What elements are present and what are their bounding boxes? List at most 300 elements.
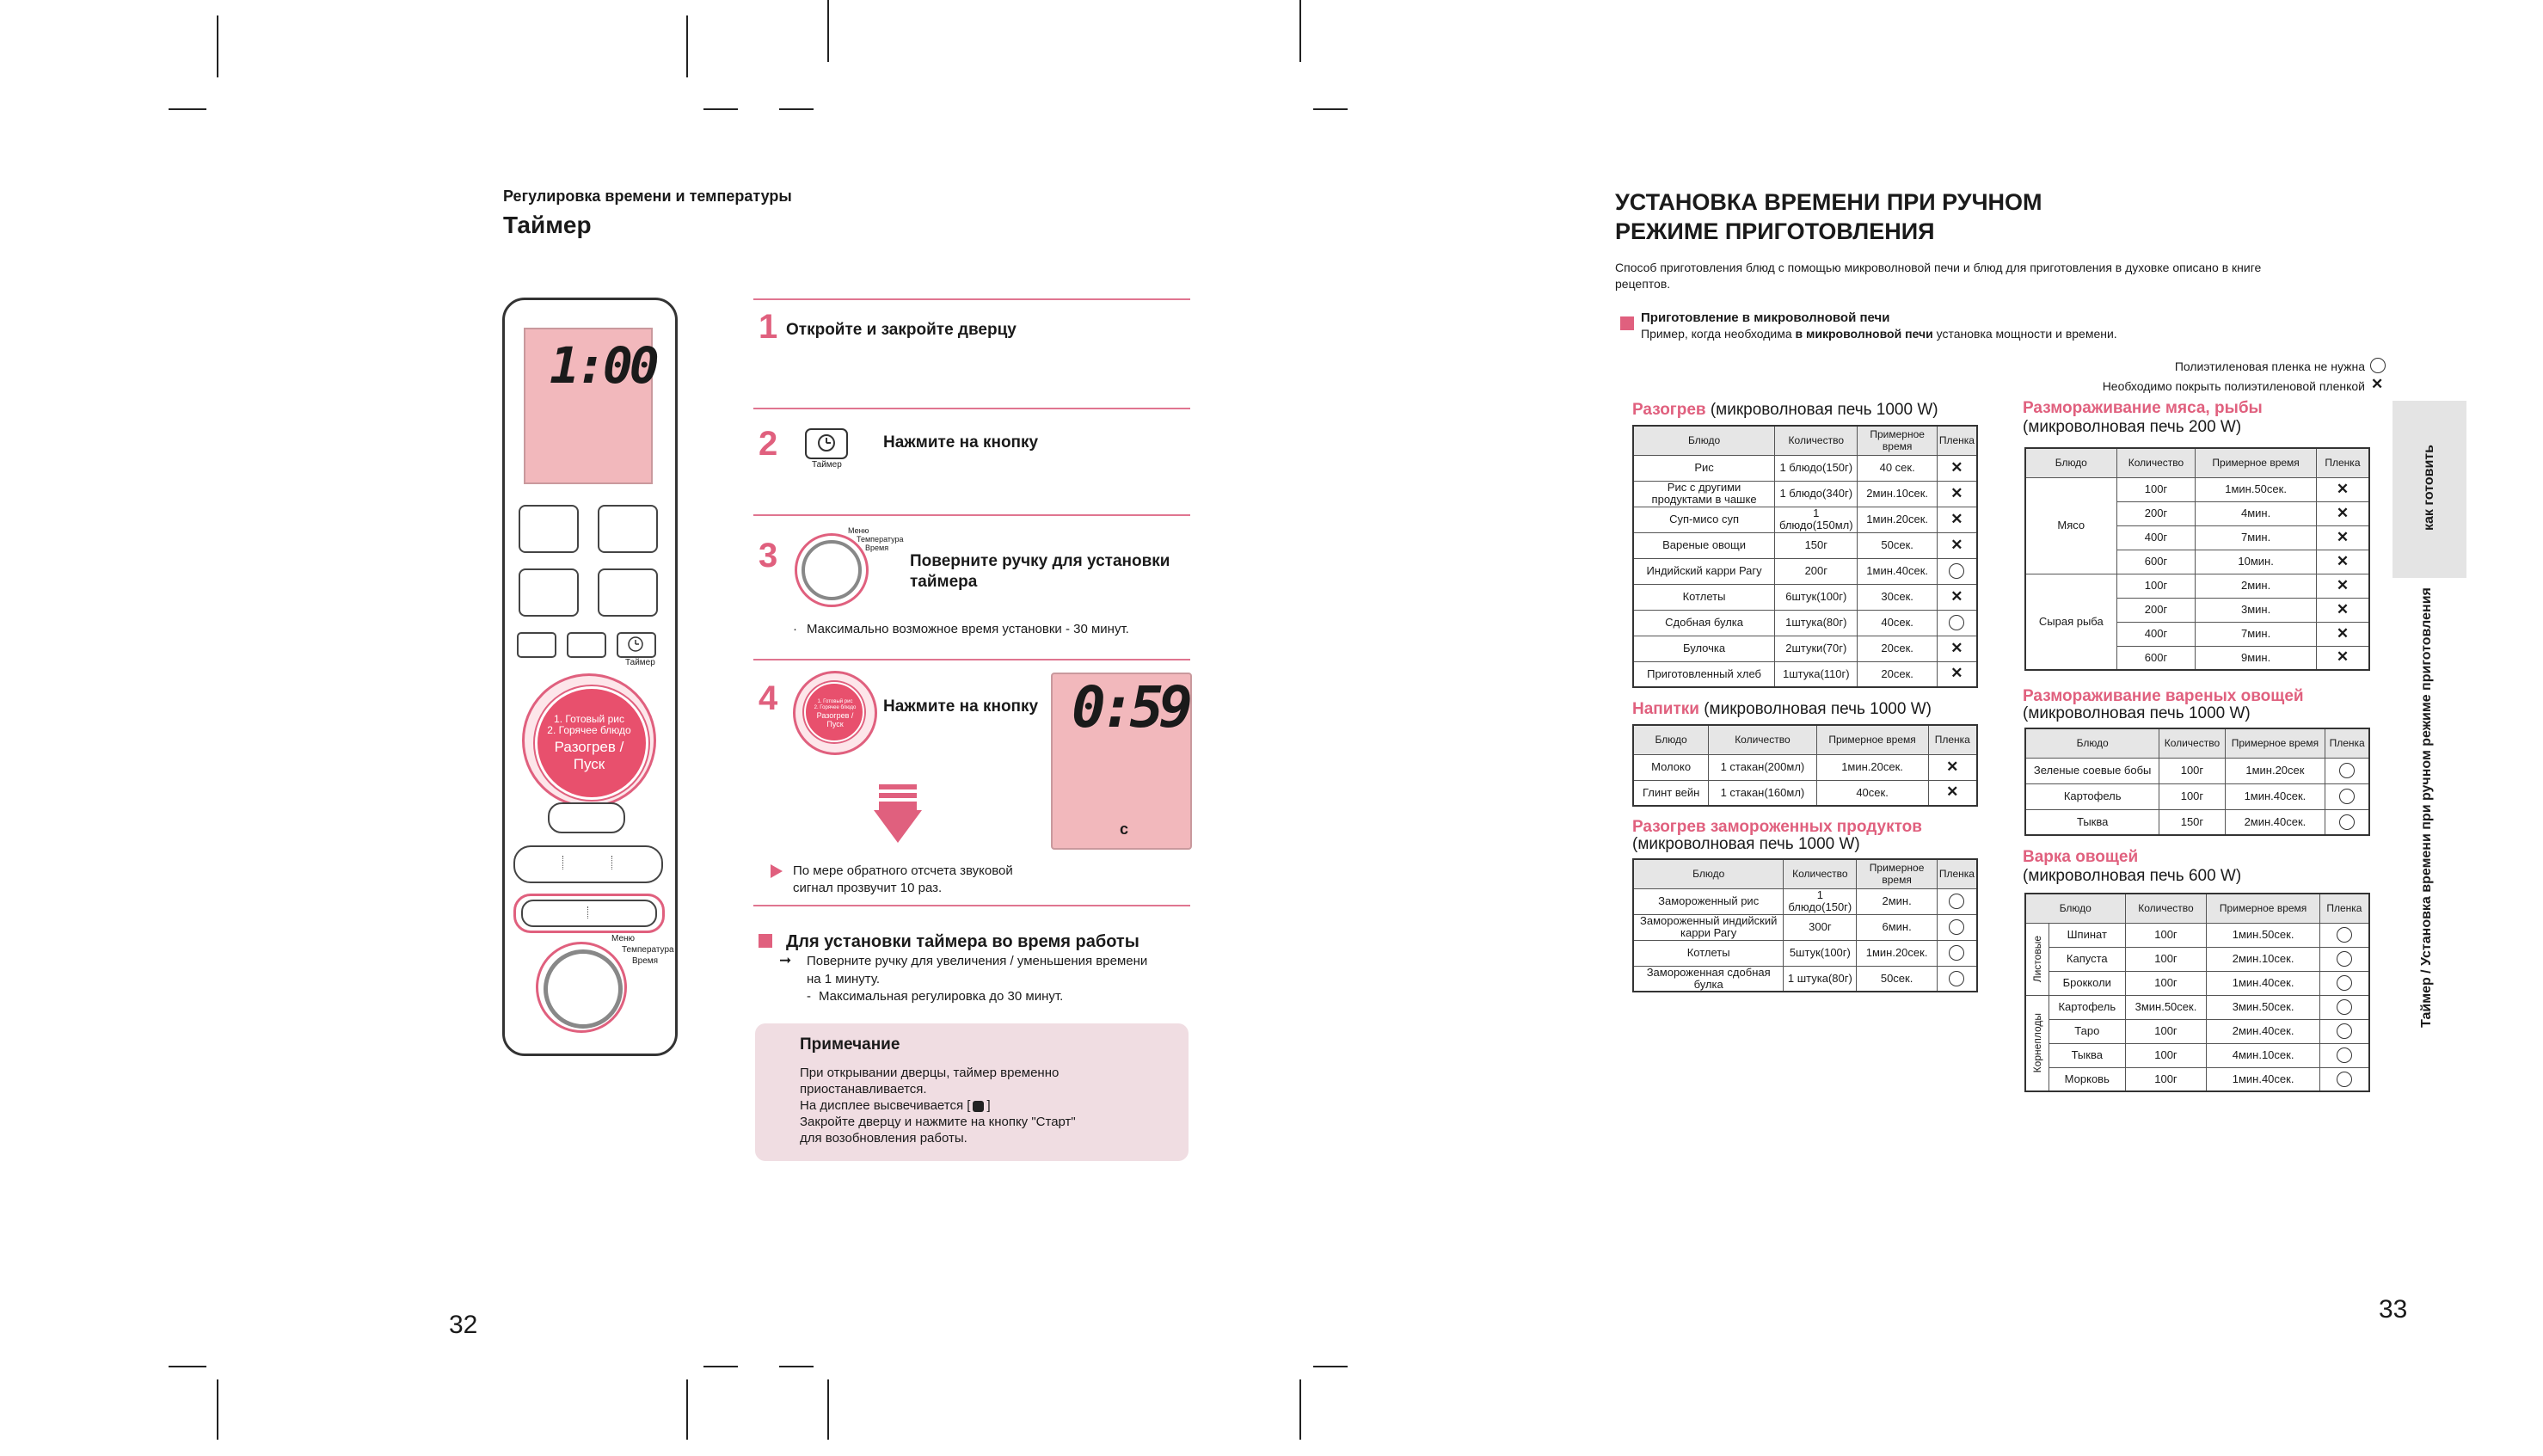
step-text: Поверните ручку для установки	[910, 552, 1170, 570]
col-header: Примерное время	[1816, 725, 1928, 754]
table-row	[1633, 558, 1977, 584]
intro-text: Способ приготовления блюд с помощью микроволновой печи и блюд для приготовления в духовке описано в книге	[1615, 261, 2262, 274]
dish-cell: Картофель	[2025, 783, 2159, 809]
cross-icon: ✕	[1950, 639, 1963, 656]
time-cell: 1мин.20сек.	[1858, 507, 1937, 532]
section-subtitle: Регулировка времени и температуры	[503, 187, 792, 205]
note-line: для возобновления работы.	[800, 1131, 967, 1146]
table-row	[1633, 532, 1977, 558]
section-title-pink: Размораживание вареных овощей	[2023, 687, 2304, 705]
time-cell: 1мин.20сек.	[1816, 754, 1928, 780]
dish-cell: Зеленые соевые бобы	[2025, 758, 2159, 783]
divider	[753, 905, 1190, 906]
knob-label: 1. Готовый рис	[817, 699, 853, 704]
knob-label: 2. Горячее блюдо	[547, 724, 631, 736]
col-header: Примерное время	[2225, 728, 2325, 758]
circle-icon	[2337, 951, 2352, 967]
col-header: Пленка	[2319, 894, 2369, 923]
col-header: Пленка	[1937, 859, 1977, 888]
time-cell: 9мин.	[2196, 646, 2317, 670]
dish-cell: Булочка	[1633, 636, 1775, 661]
film-cell	[2319, 947, 2369, 971]
qty-cell: 100г	[2125, 1043, 2207, 1067]
qty-cell: 600г	[2116, 550, 2196, 574]
dish-cell: Индийский карри Рагу	[1633, 558, 1775, 584]
section-title-rest: (микроволновая печь 1000 W)	[1632, 835, 1860, 853]
group-cell	[2025, 923, 2049, 995]
film-cell	[2316, 622, 2369, 646]
during-text: Максимальная регулировка до 30 минут.	[819, 989, 1064, 1004]
mw-example	[1641, 327, 2117, 341]
cross-icon: ✕	[1950, 458, 1963, 476]
qty-cell: 400г	[2116, 525, 2196, 550]
col-header: Примерное время	[2196, 448, 2317, 477]
table-row	[2025, 783, 2369, 809]
cross-icon: ✕	[2336, 504, 2350, 521]
knob-label: Пуск	[573, 756, 605, 772]
bullet: ·	[793, 622, 797, 636]
qty-cell: 600г	[2116, 646, 2196, 670]
panel-button[interactable]	[519, 568, 579, 617]
col-header: Пленка	[1937, 426, 1977, 455]
step-number: 3	[759, 537, 778, 574]
time-cell: 30сек.	[1858, 584, 1937, 610]
table-row	[2025, 809, 2369, 835]
section-title	[1632, 401, 1938, 420]
cross-icon: ✕	[2336, 648, 2350, 666]
display-countdown	[1051, 673, 1192, 850]
display-small: c	[1120, 820, 1129, 838]
col-header: Количество	[1775, 426, 1858, 455]
dish-cell: Замороженный рис	[1633, 888, 1784, 914]
film-cell	[1937, 455, 1977, 481]
dish-cell: Шпинат	[2049, 923, 2126, 947]
time-cell: 1мин.20сек.	[1857, 940, 1938, 966]
film-cell	[2316, 501, 2369, 525]
step-note: Максимально возможное время установки - 30 минут.	[807, 622, 1129, 636]
table-row	[1633, 780, 1977, 806]
qty-cell: 200г	[1775, 558, 1858, 584]
col-header: Блюдо	[2025, 728, 2159, 758]
note-line: Закройте дверцу и нажмите на кнопку "Старт"	[800, 1115, 1076, 1129]
film-cell	[1937, 584, 1977, 610]
cross-icon: ✕	[1950, 587, 1963, 605]
film-cell	[1937, 661, 1977, 687]
cross-icon: ✕	[2336, 624, 2350, 642]
film-cell	[1937, 532, 1977, 558]
section-title	[1632, 700, 1932, 719]
film-cell	[1937, 914, 1977, 940]
col-header: Блюдо	[2025, 894, 2125, 923]
time-cell: 40 сек.	[1858, 455, 1937, 481]
time-cell: 2мин.10сек.	[2207, 947, 2319, 971]
section-title	[1632, 819, 1922, 853]
step-text: Откройте и закройте дверцу	[786, 321, 1017, 339]
film-cell	[2325, 809, 2369, 835]
triangle-bullet-icon	[771, 864, 783, 878]
cross-icon: ✕	[1950, 484, 1963, 501]
circle-icon	[1949, 919, 1964, 935]
start-knob-illustration	[793, 671, 877, 755]
crop-mark	[686, 1379, 688, 1440]
table-row	[1633, 455, 1977, 481]
film-cell	[1937, 888, 1977, 914]
section-title	[2023, 688, 2304, 722]
col-header: Пленка	[1928, 725, 1977, 754]
circle-icon	[2337, 975, 2352, 991]
dish-cell: Мясо	[2025, 477, 2116, 574]
note-line: приостанавливается.	[800, 1082, 927, 1097]
section-title-pink: Разогрев замороженных продуктов	[1632, 818, 1922, 836]
film-cell	[2319, 1067, 2369, 1091]
table-row	[1633, 610, 1977, 636]
col-header: Примерное время	[1857, 859, 1938, 888]
film-cell	[1937, 966, 1977, 992]
col-header: Блюдо	[1633, 426, 1775, 455]
divider	[753, 298, 1190, 300]
time-cell: 1мин.40сек.	[2207, 1067, 2319, 1091]
film-cell	[2316, 477, 2369, 501]
circle-icon	[1949, 563, 1964, 579]
step-number: 4	[759, 679, 778, 717]
cross-icon: ✕	[2336, 576, 2350, 593]
time-cell: 3мин.50сек.	[2207, 995, 2319, 1019]
crop-mark	[827, 1379, 829, 1440]
note-line: На дисплее высвечивается [	[800, 1098, 971, 1113]
film-cell	[2319, 971, 2369, 995]
time-cell: 6мин.	[1857, 914, 1938, 940]
col-header: Блюдо	[1633, 725, 1709, 754]
table-row	[2025, 947, 2369, 971]
dish-cell: Рис	[1633, 455, 1775, 481]
defrost-meat-table	[2024, 447, 2370, 671]
circle-icon	[2339, 814, 2355, 830]
section-title-rest: (микроволновая печь 200 W)	[2023, 418, 2242, 436]
table-row	[1633, 966, 1977, 992]
crop-mark	[827, 0, 829, 62]
qty-cell: 400г	[2116, 622, 2196, 646]
circle-icon	[1949, 971, 1964, 986]
mw-title: Приготовление в микроволновой печи	[1641, 310, 1890, 325]
dish-cell: Рис с другими продуктами в чашке	[1633, 481, 1775, 507]
section-title-rest: (микроволновая печь 600 W)	[2023, 867, 2242, 885]
boil-veg-table	[2024, 893, 2370, 1092]
qty-cell: 100г	[2125, 971, 2207, 995]
page-title: Таймер	[503, 212, 592, 238]
dish-cell: Глинт вейн	[1633, 780, 1709, 806]
square-bullet-icon	[1620, 316, 1634, 330]
film-cell	[2325, 758, 2369, 783]
cross-icon: ✕	[1950, 536, 1963, 553]
col-header: Примерное время	[2207, 894, 2319, 923]
note-line: При открывании дверцы, таймер временно	[800, 1066, 1060, 1080]
time-cell: 40сек.	[1858, 610, 1937, 636]
time-cell: 1мин.50сек.	[2196, 477, 2317, 501]
crop-mark	[686, 15, 688, 77]
col-header: Примерное время	[1858, 426, 1937, 455]
qty-cell: 200г	[2116, 598, 2196, 622]
note-title: Примечание	[800, 1035, 900, 1054]
qty-cell: 1 блюдо(340г)	[1775, 481, 1858, 507]
knob-label: Пуск	[826, 720, 844, 728]
qty-cell: 100г	[2125, 947, 2207, 971]
panel-button[interactable]	[519, 505, 579, 553]
step-text: Нажмите на кнопку	[883, 697, 1039, 716]
arrow-bar	[879, 784, 917, 789]
reheat-table	[1632, 425, 1978, 688]
qty-cell: 3мин.50сек.	[2125, 995, 2207, 1019]
table-row	[2025, 923, 2369, 947]
section-title-pink: Размораживание мяса, рыбы	[2023, 399, 2263, 417]
qty-cell: 1 стакан(200мл)	[1709, 754, 1816, 780]
dish-cell: Замороженная сдобная булка	[1633, 966, 1784, 992]
qty-cell: 150г	[2159, 809, 2225, 835]
qty-cell: 100г	[2125, 1067, 2207, 1091]
table-row	[1633, 481, 1977, 507]
clock-icon	[618, 634, 654, 656]
crop-mark	[703, 108, 738, 110]
group-cell	[2025, 995, 2049, 1091]
dish-cell: Тыква	[2049, 1043, 2126, 1067]
time-cell: 2мин.40сек.	[2207, 1019, 2319, 1043]
dish-cell: Картофель	[2049, 995, 2126, 1019]
time-cell: 2мин.	[1857, 888, 1938, 914]
drinks-table	[1632, 724, 1978, 807]
time-cell: 2мин.10сек.	[1858, 481, 1937, 507]
time-cell: 50сек.	[1858, 532, 1937, 558]
qty-cell: 1 блюдо(150мл)	[1775, 507, 1858, 532]
table-row	[2025, 995, 2369, 1019]
knob-label: Меню	[848, 526, 869, 535]
qty-cell: 200г	[2116, 501, 2196, 525]
time-cell: 7мин.	[2196, 525, 2317, 550]
section-title-rest: (микроволновая печь 1000 W)	[1698, 700, 1932, 718]
divider	[753, 514, 1190, 516]
side-tab-label: как готовить	[2422, 445, 2436, 531]
clock-icon	[807, 430, 846, 458]
cross-icon: ✕	[1950, 665, 1963, 682]
circle-icon	[2337, 1023, 2352, 1039]
control-panel	[502, 298, 678, 1056]
time-cell: 7мин.	[2196, 622, 2317, 646]
step-number: 2	[759, 425, 778, 463]
film-cell	[1937, 610, 1977, 636]
crop-mark	[1313, 108, 1348, 110]
time-cell: 2мин.	[2196, 574, 2317, 598]
panel-button-small[interactable]	[567, 632, 606, 658]
panel-button[interactable]	[598, 568, 658, 617]
square-bullet-icon	[759, 934, 772, 948]
page-number: 32	[449, 1311, 478, 1339]
timer-label: Таймер	[625, 658, 655, 667]
film-cell	[2316, 598, 2369, 622]
qty-cell: 300г	[1784, 914, 1857, 940]
col-header: Пленка	[2316, 448, 2369, 477]
cross-icon: ✕	[1950, 510, 1963, 527]
panel-button-small[interactable]	[517, 632, 556, 658]
table-row	[1633, 507, 1977, 532]
step-number: 1	[759, 308, 778, 346]
section-title-pink: Разогрев	[1632, 401, 1706, 419]
step-text: Нажмите на кнопку	[883, 433, 1039, 452]
dish-cell: Таро	[2049, 1019, 2126, 1043]
dish-cell: Молоко	[1633, 754, 1709, 780]
legend-o-text: Полиэтиленовая пленка не нужна	[2174, 359, 2365, 373]
group-label: Листовые	[2031, 935, 2043, 983]
qty-cell: 100г	[2125, 923, 2207, 947]
col-header: Количество	[2125, 894, 2207, 923]
dish-cell: Сырая рыба	[2025, 574, 2116, 670]
display-time: 1:00	[550, 336, 656, 395]
during-text: Поверните ручку для увеличения / уменьшения времени	[807, 954, 1148, 968]
page-title: УСТАНОВКА ВРЕМЕНИ ПРИ РУЧНОМ	[1615, 189, 2042, 215]
cross-icon: ✕	[2336, 552, 2350, 569]
time-cell: 1мин.40сек.	[1858, 558, 1937, 584]
col-header: Количество	[2116, 448, 2196, 477]
side-text: Таймер / Установка времени при ручном режиме приготовления	[2419, 587, 2434, 1028]
film-cell	[1937, 481, 1977, 507]
group-label: Корнеплоды	[2031, 1013, 2043, 1073]
defrost-veg-table	[2024, 728, 2370, 836]
qty-cell: 6штук(100г)	[1775, 584, 1858, 610]
col-header: Блюдо	[2025, 448, 2116, 477]
time-cell: 50сек.	[1857, 966, 1938, 992]
dish-cell: Замороженный индийский карри Рагу	[1633, 914, 1784, 940]
table-row	[2025, 477, 2369, 501]
table-row	[2025, 574, 2369, 598]
table-row	[2025, 1019, 2369, 1043]
table-row	[1633, 754, 1977, 780]
table-row	[1633, 661, 1977, 687]
film-cell	[2316, 646, 2369, 670]
crop-mark	[1299, 1379, 1301, 1440]
circle-icon	[1949, 945, 1964, 961]
cross-icon: ✕	[2336, 480, 2350, 497]
timer-icon-label: Таймер	[812, 460, 842, 470]
dial-knob[interactable]	[536, 942, 627, 1033]
start-knob[interactable]	[522, 673, 656, 808]
table-row	[1633, 888, 1977, 914]
arrow-bar	[879, 793, 917, 798]
page-title: РЕЖИМЕ ПРИГОТОВЛЕНИЯ	[1615, 218, 1935, 244]
dish-cell: Сдобная булка	[1633, 610, 1775, 636]
knob-label: Время	[865, 544, 889, 552]
knob-label: Разогрев /	[816, 711, 854, 720]
crop-mark	[169, 1366, 206, 1367]
crop-mark	[217, 15, 218, 77]
wide-button[interactable]	[513, 845, 663, 883]
time-cell: 1мин.40сек.	[2207, 971, 2319, 995]
knob-label: Разогрев /	[554, 739, 624, 755]
mw-example-part: установка мощности и времени.	[1932, 327, 2117, 341]
arrow-bar	[879, 802, 917, 810]
qty-cell: 1 блюдо(150г)	[1784, 888, 1857, 914]
mw-example-part: в микроволновой печи	[1795, 327, 1933, 341]
film-cell	[2319, 995, 2369, 1019]
film-cell	[1937, 558, 1977, 584]
film-cell	[1937, 940, 1977, 966]
knob-label: Температура	[622, 945, 674, 955]
after-note: По мере обратного отсчета звуковой	[793, 863, 1013, 878]
after-note: сигнал прозвучит 10 раз.	[793, 881, 943, 895]
step-text: таймера	[910, 573, 978, 591]
section-title	[2023, 399, 2263, 437]
timer-button[interactable]	[617, 632, 656, 658]
time-cell: 1мин.50сек.	[2207, 923, 2319, 947]
dish-cell: Приготовленный хлеб	[1633, 661, 1775, 687]
cross-icon: ✕	[2336, 600, 2350, 617]
during-title: Для установки таймера во время работы	[786, 932, 1139, 951]
crop-mark	[1313, 1366, 1348, 1367]
film-cell	[1937, 507, 1977, 532]
door-icon	[973, 1101, 984, 1112]
film-cell	[2316, 525, 2369, 550]
qty-cell: 1 блюдо(150г)	[1775, 455, 1858, 481]
dish-cell: Котлеты	[1633, 584, 1775, 610]
circle-icon	[2337, 999, 2352, 1015]
circle-icon	[2339, 789, 2355, 804]
mw-example-part: Пример, когда необходима	[1641, 327, 1796, 341]
col-header: Блюдо	[1633, 859, 1784, 888]
table-row	[1633, 584, 1977, 610]
knob-label: 2. Горячее блюдо	[814, 705, 857, 710]
qty-cell: 100г	[2116, 574, 2196, 598]
circle-icon	[2370, 358, 2386, 373]
dish-cell: Тыква	[2025, 809, 2159, 835]
cross-icon: ✕	[1946, 758, 1959, 775]
crop-mark	[1299, 0, 1301, 62]
timer-button-icon	[805, 428, 848, 459]
divider	[753, 408, 1190, 409]
knob-label: Температура	[857, 535, 904, 544]
qty-cell: 100г	[2159, 783, 2225, 809]
qty-cell: 5штук(100г)	[1784, 940, 1857, 966]
film-cell	[2316, 550, 2369, 574]
panel-button[interactable]	[598, 505, 658, 553]
qty-cell: 1штука(110г)	[1775, 661, 1858, 687]
section-title-pink: Напитки	[1632, 700, 1699, 718]
highlighted-button[interactable]	[513, 894, 665, 933]
note-box	[755, 1023, 1189, 1161]
time-cell: 3мин.	[2196, 598, 2317, 622]
qty-cell: 2штуки(70г)	[1775, 636, 1858, 661]
dish-cell: Брокколи	[2049, 971, 2126, 995]
dish-cell: Капуста	[2049, 947, 2126, 971]
divider	[753, 659, 1190, 660]
knob-label: Меню	[611, 934, 636, 943]
crop-mark	[217, 1379, 218, 1440]
circle-icon	[2337, 927, 2352, 943]
section-title	[2023, 848, 2241, 886]
cross-icon: ✕	[1946, 783, 1959, 801]
crop-mark	[169, 108, 206, 110]
table-row	[1633, 914, 1977, 940]
col-header: Количество	[1784, 859, 1857, 888]
dish-cell: Морковь	[2049, 1067, 2126, 1091]
crop-mark	[779, 1366, 814, 1367]
section-title-rest: (микроволновая печь 1000 W)	[2023, 704, 2251, 722]
during-dash: -	[807, 989, 811, 1004]
time-cell: 4мин.	[2196, 501, 2317, 525]
dish-cell: Вареные овощи	[1633, 532, 1775, 558]
dish-cell: Суп-мисо суп	[1633, 507, 1775, 532]
film-cell	[2319, 1019, 2369, 1043]
qty-cell: 100г	[2125, 1019, 2207, 1043]
qty-cell: 100г	[2159, 758, 2225, 783]
oval-button[interactable]	[548, 802, 625, 833]
film-cell	[2319, 1043, 2369, 1067]
time-cell: 1мин.20сек	[2225, 758, 2325, 783]
